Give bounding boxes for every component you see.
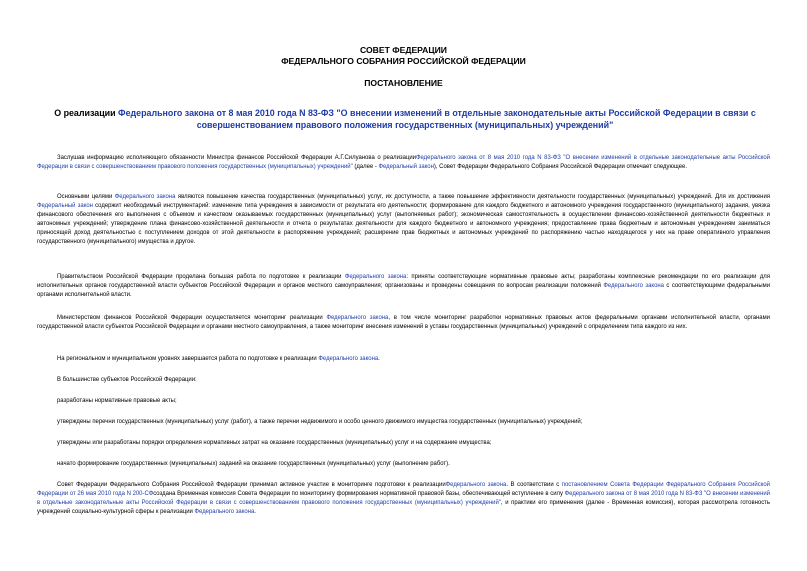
p11-text-e: создана Временная комиссия Совета Федерации по мониторингу формирования нормативной правовой базы, обеспечивающей вступление в силу [153, 491, 565, 498]
paragraph-4 [37, 314, 770, 332]
issuer-line-2: ФЕДЕРАЛЬНОГО СОБРАНИЯ РОССИЙСКОЙ ФЕДЕРАЦИИ [281, 56, 526, 66]
paragraph-3 [37, 273, 770, 300]
p1-text-e: ), Совет Федерации Федерального Собрания Российской Федерации отмечает следующее. [433, 164, 688, 171]
p3-federal-law-link-2[interactable]: Федерального закона [603, 283, 664, 290]
p1-text-c: (далее - [352, 164, 379, 171]
paragraph-9: утверждены или разработаны порядки определения нормативных затрат на оказание государственных (муниципальных) услуг и на содержание имущества; [57, 440, 492, 446]
p3-federal-law-link[interactable]: Федерального закона [344, 274, 407, 280]
p4-federal-law-link[interactable]: Федерального закона [326, 315, 389, 321]
title-law-link[interactable]: Федерального закона от 8 мая 2010 года N 83-ФЗ "О внесении изменений в отдельные законодательные акты Российской Федерации в связи с совершенствованием правового положения государственных (муниципальных) учреждений" [118, 108, 756, 130]
document-type: ПОСТАНОВЛЕНИЕ [364, 78, 443, 88]
p4-text-c: , в том числе мониторинг разработки нормативных правовых актов федеральными органами исполнительной власти, органами государственной власти субъектов Российской Федерации и органами местного самоуправления, а также мониторинг внесения изменений в уставы государственных (муниципальных) учреждений с определением типа каждого из них. [37, 315, 770, 331]
paragraph-10: начато формирование государственных (муниципальных) заданий на оказание государственных (муниципальных) услуг (выполнение работ). [57, 461, 450, 467]
p2-federal-law-link-2[interactable]: Федеральный закон [37, 203, 93, 210]
p1-law-link[interactable]: Федерального закона от 8 мая 2010 года N 83-ФЗ "О внесении изменений в отдельные законодательные акты Российской Федерации в связи с совершенствованием правового положения государственных (муниципальных) учреждений" [37, 155, 770, 171]
paragraph-11 [37, 481, 770, 517]
p2-federal-law-link[interactable]: Федерального закона [114, 194, 176, 200]
p1-federal-law-link[interactable]: Федеральный закон [378, 164, 434, 171]
p2-text-c: являются повышение качества государственных (муниципальных) услуг, их доступности, а также повышение эффективности деятельности государственных (муниципальных) учреждений. Для их достижения [175, 194, 770, 200]
paragraph-2 [37, 193, 770, 248]
p2-text-e: содержит необходимый инструментарий: изменение типа учреждения в зависимости от результата его деятельности; формирование для каждого бюджетного и автономного учреждения государственного (муниципального) задания, увязка финансового обеспечения его выполнения с объемом и качеством оказываемых государственных (муниципальных) услуг (выполняемых работ); экономическая самостоятельность в осуществлении финансово-хозяйственной деятельности бюджетных и автономных учреждений; утверждение плана финансово-хозяйственной деятельности и отчета о результатах деятельности для каждого бюджетного и автономного учреждения; предоставление права бюджетным и автономным учреждениям заниматься приносящей доход деятельностью с поступлением доходов от этой деятельности в распоряжение учреждений; расширение прав бюджетных и автономных учреждений по распоряжению частью находящегося у них на праве оперативного управления государственного (муниципального) имущества и другое. [37, 203, 771, 246]
p11-text-c: . В соответствии с [506, 482, 562, 488]
p5-text-a: На региональном и муниципальном уровнях завершается работа по подготовке к реализации [57, 356, 319, 362]
title-prefix: О реализации [54, 108, 119, 118]
p11-federal-law-link-2[interactable]: Федерального закона [194, 509, 255, 516]
p3-text-e: с соответствующими федеральными органами исполнительной власти. [37, 283, 771, 299]
p11-text-g: , и практики его применения (далее - Временная комиссия), которая рассмотрела готовность учреждений социально-культурной сферы к реализации [37, 500, 770, 516]
paragraph-7: разработаны нормативные правовые акты; [57, 398, 177, 404]
p11-federal-law-link[interactable]: Федерального закона [445, 482, 507, 488]
p1-text-a: Заслушав информацию исполняющего обязанности Министра финансов Российской Федерации А.Г.Силуанова о реализации [57, 155, 416, 161]
p11-text-a: Совет Федерации Федерального Собрания Российской Федерации принимал активное участие в мониторинге подготовки к реализации [57, 482, 446, 488]
p5-text-c: . [378, 356, 380, 362]
p5-federal-law-link[interactable]: Федерального закона [318, 356, 379, 362]
p11-law-link[interactable]: Федерального закона от 8 мая 2010 года N 83-ФЗ "О внесении изменений в отдельные законодательные акты Российской Федерации в связи с совершенствованием правового положения государственных (муниципальных) учреждений" [37, 491, 771, 507]
issuer-line-1: СОВЕТ ФЕДЕРАЦИИ [360, 45, 447, 55]
p11-text-i: . [254, 509, 256, 516]
p3-text-c: : приняты соответствующие нормативные правовые акты; разработаны комплексные рекомендации по его реализации для исполнительных органов государственной власти субъектов Российской Федерации и органов местного самоуправления; организованы и проведены совещания по вопросам реализации положений [37, 274, 770, 290]
paragraph-8: утверждены перечни государственных (муниципальных) услуг (работ), а также перечни недвижимого и особо ценного движимого имущества государственных (муниципальных) учреждений; [57, 419, 583, 425]
p4-text-a: Министерством финансов Российской Федерации осуществляется мониторинг реализации [57, 315, 327, 321]
paragraph-6: В большинстве субъектов Российской Федерации: [57, 377, 197, 383]
p2-text-a: Основными целями [57, 194, 115, 200]
paragraph-5 [57, 355, 770, 364]
p11-resolution-link[interactable]: постановлением Совета Федерации Федерального Собрания Российской Федерации от 26 мая 2010 года N 200-СФ [37, 482, 770, 498]
paragraph-1 [37, 154, 770, 172]
document-title [40, 108, 770, 131]
p3-text-a: Правительством Российской Федерации проделана большая работа по подготовке к реализации [57, 274, 345, 280]
